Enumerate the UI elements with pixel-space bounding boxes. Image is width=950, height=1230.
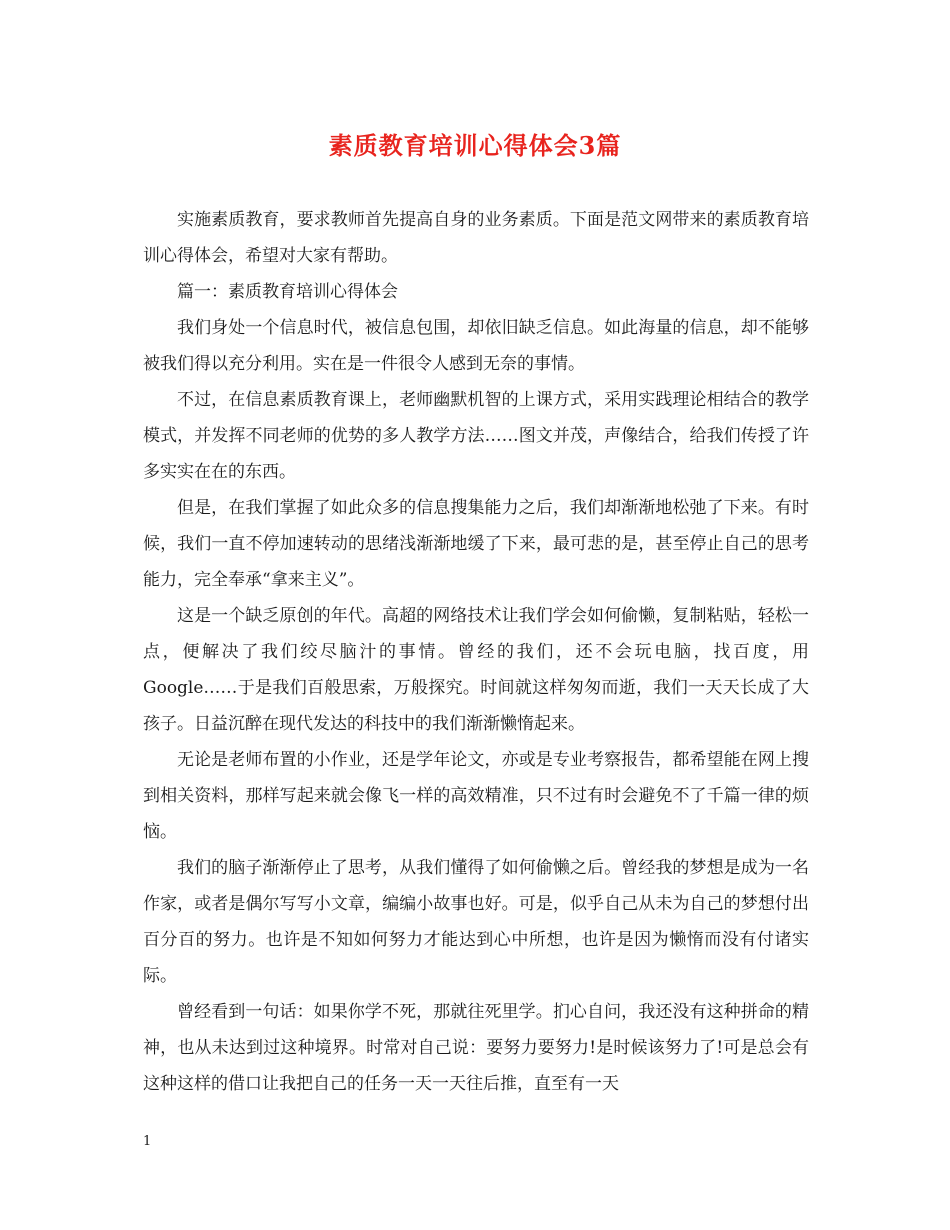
paragraph: 但是，在我们掌握了如此众多的信息搜集能力之后，我们却渐渐地松弛了下来。有时候，我们一直不停加速转动的思绪浅渐渐地缓了下来，最可悲的是，甚至停止自己的思考能力，完全奉承“拿来主义”。 [143,498,809,590]
paragraph-intro: 实施素质教育，要求教师首先提高自身的业务素质。下面是范文网带来的素质教育培训心得体会，希望对大家有帮助。 [143,210,809,266]
page-number: 1 [143,1134,152,1149]
paragraph: 这是一个缺乏原创的年代。高超的网络技术让我们学会如何偷懒，复制粘贴，轻松一点，便解决了我们绞尽脑汁的事情。曾经的我们，还不会玩电脑，找百度，用Google……于是我们百般思索，万般探究。时间就这样匆匆而逝，我们一天天长成了大孩子。日益沉醉在现代发达的科技中的我们渐渐懒惰起来。 [143,606,809,734]
paragraph: 无论是老师布置的小作业，还是学年论文，亦或是专业考察报告，都希望能在网上搜到相关资料，那样写起来就会像飞一样的高效精准，只不过有时会避免不了千篇一律的烦恼。 [143,750,809,842]
paragraph: 我们的脑子渐渐停止了思考，从我们懂得了如何偷懒之后。曾经我的梦想是成为一名作家，或者是偶尔写写小文章，编编小故事也好。可是，似乎自己从未为自己的梦想付出百分百的努力。也许是不知如何努力才能达到心中所想，也许是因为懒惰而没有付诸实际。 [143,858,809,986]
document-title: 素质教育培训心得体会3篇 [328,131,622,160]
paragraph: 曾经看到一句话：如果你学不死，那就往死里学。扪心自问，我还没有这种拼命的精神，也从未达到过这种境界。时常对自己说：要努力要努力!是时候该努力了!可是总会有这种这样的借口让我把自己的任务一天一天往后推，直至有一天 [143,1002,809,1094]
document-body [143,202,809,1102]
paragraph: 我们身处一个信息时代，被信息包围，却依旧缺乏信息。如此海量的信息，却不能够被我们得以充分利用。实在是一件很令人感到无奈的事情。 [143,318,809,374]
paragraph: 不过，在信息素质教育课上，老师幽默机智的上课方式，采用实践理论相结合的教学模式，并发挥不同老师的优势的多人教学方法……图文并茂，声像结合，给我们传授了许多实实在在的东西。 [143,390,809,482]
section-heading-part-one: 篇一：素质教育培训心得体会 [177,282,398,302]
